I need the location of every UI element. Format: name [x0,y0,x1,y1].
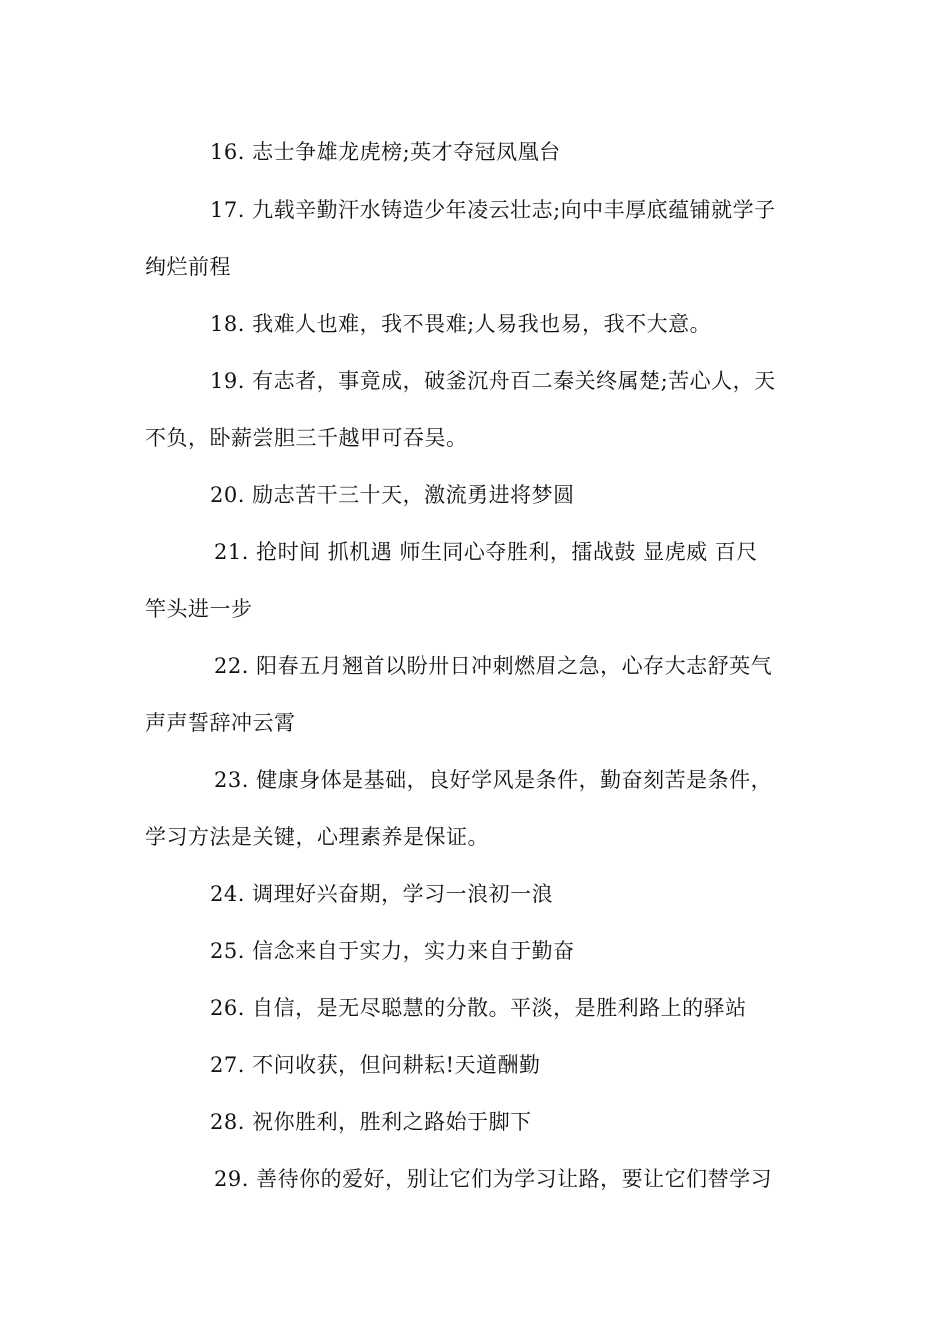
line-19-cont: 不负，卧薪尝胆三千越甲可吞吴。 [145,426,468,450]
line-22: 22. 阳春五月翘首以盼卅日冲刺燃眉之急，心存大志舒英气 [214,654,773,678]
line-25: 25. 信念来自于实力，实力来自于勤奋 [210,939,575,963]
line-18: 18. 我难人也难，我不畏难;人易我也易，我不大意。 [210,312,712,336]
line-27: 27. 不问收获，但问耕耘!天道酬勤 [210,1053,541,1077]
line-22-cont: 声声誓辞冲云霄 [145,711,296,735]
line-17-cont: 绚烂前程 [145,255,231,279]
line-28: 28. 祝你胜利，胜利之路始于脚下 [210,1110,532,1134]
line-26: 26. 自信，是无尽聪慧的分散。平淡，是胜利路上的驿站 [210,996,747,1020]
line-23-cont: 学习方法是关键，心理素养是保证。 [145,825,489,849]
line-23: 23. 健康身体是基础，良好学风是条件，勤奋刻苦是条件， [214,768,773,792]
line-17: 17. 九载辛勤汗水铸造少年凌云壮志;向中丰厚底蕴铺就学子 [210,198,776,222]
line-16: 16. 志士争雄龙虎榜;英才夺冠凤凰台 [210,140,561,164]
line-29: 29. 善待你的爱好，别让它们为学习让路，要让它们替学习 [214,1167,773,1191]
line-21-cont: 竿头进一步 [145,597,253,621]
line-21: 21. 抢时间 抓机遇 师生同心夺胜利，擂战鼓 显虎威 百尺 [214,540,758,564]
line-20: 20. 励志苦干三十天，激流勇进将梦圆 [210,483,575,507]
line-19: 19. 有志者，事竟成，破釜沉舟百二秦关终属楚;苦心人，天 [210,369,776,393]
line-24: 24. 调理好兴奋期，学习一浪初一浪 [210,882,554,906]
